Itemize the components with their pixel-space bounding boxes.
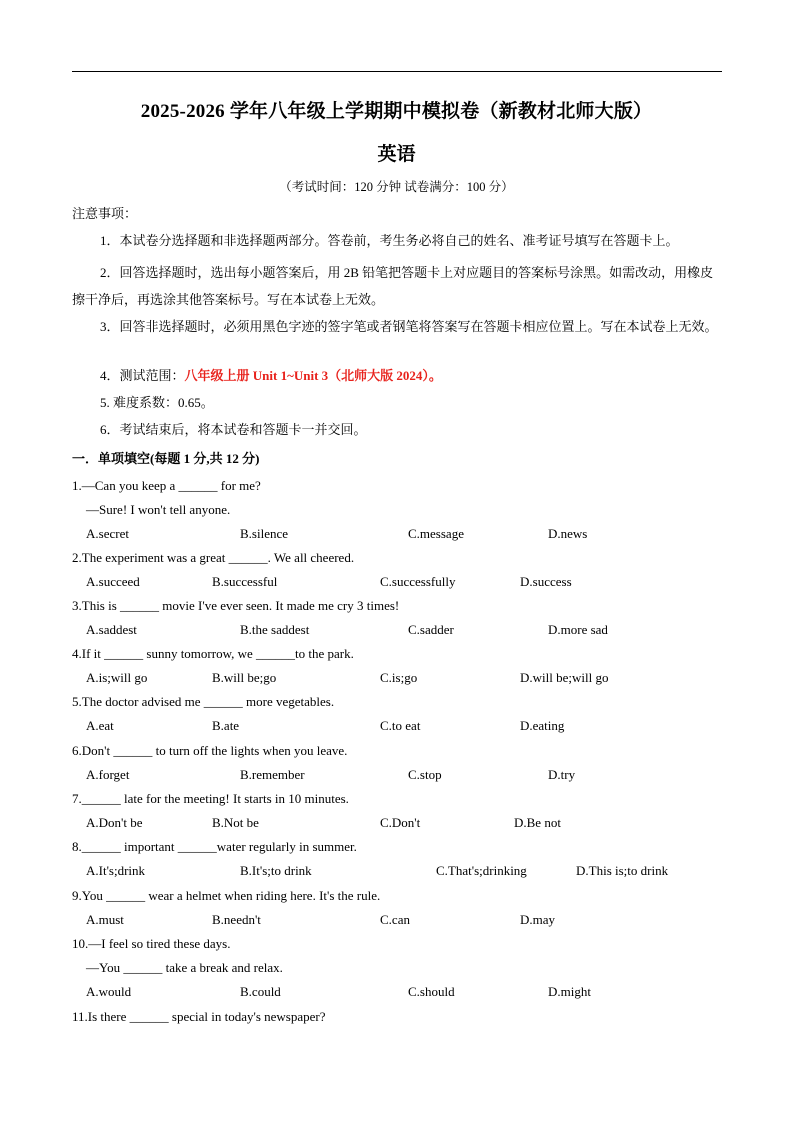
notice-item-4-prefix: 4．测试范围： [100, 368, 185, 383]
option-d: D.Be not [514, 815, 561, 830]
notice-item-5: 5. 难度系数：0.65。 [100, 395, 214, 410]
option-d: D.will be;will go [520, 670, 609, 685]
question-stem: 3.This is ______ movie I've ever seen. It made me cry 3 times! [72, 598, 400, 613]
question-stem: 10.—I feel so tired these days. [72, 936, 231, 951]
option-b: B.will be;go [212, 670, 277, 685]
option-d: D.eating [520, 718, 565, 733]
option-a: A.saddest [86, 622, 137, 637]
notice-item-2: 2．回答选择题时，选出每小题答案后，用 2B 铅笔把答题卡上对应题目的答案标号涂黑。如需改动，用橡皮擦干净后，再选涂其他答案标号。写在本试卷上无效。 [72, 265, 714, 307]
option-c: C.sadder [408, 622, 454, 637]
question-stem: 11.Is there ______ special in today's newspaper? [72, 1009, 326, 1024]
option-d: D.success [520, 574, 572, 589]
option-c: C.message [408, 526, 464, 541]
option-a: A.would [86, 984, 132, 999]
option-c: C.That's;drinking [436, 863, 527, 878]
question-stem: —Sure! I won't tell anyone. [86, 502, 231, 517]
option-c: C.should [408, 984, 455, 999]
option-b: B.remember [240, 767, 305, 782]
option-b: B.It's;to drink [240, 863, 312, 878]
option-d: D.try [548, 767, 576, 782]
notice-heading: 注意事项： [72, 206, 138, 221]
option-a: A.forget [86, 767, 130, 782]
question-stem: 5.The doctor advised me ______ more vegetables. [72, 694, 335, 709]
option-b: B.the saddest [240, 622, 310, 637]
option-c: C.to eat [380, 718, 421, 733]
notice-item-3: 3．回答非选择题时，必须用黑色字迹的签字笔或者钢笔将答案写在答题卡相应位置上。写在本试卷上无效。 [100, 319, 718, 334]
question-stem: —You ______ take a break and relax. [86, 960, 283, 975]
option-b: B.needn't [212, 912, 261, 927]
option-a: A.secret [86, 526, 129, 541]
section-heading: 一．单项填空(每题 1 分,共 12 分) [72, 451, 260, 466]
option-d: D.news [548, 526, 588, 541]
header-rule [72, 71, 722, 72]
option-b: B.Not be [212, 815, 259, 830]
question-stem: 7.______ late for the meeting! It starts in 10 minutes. [72, 791, 349, 806]
option-b: B.silence [240, 526, 289, 541]
option-d: D.This is;to drink [576, 863, 669, 878]
question-stem: 8.______ important ______water regularly in summer. [72, 839, 357, 854]
option-a: A.eat [86, 718, 114, 733]
question-stem: 6.Don't ______ to turn off the lights when you leave. [72, 743, 348, 758]
page-title: 2025-2026 学年八年级上学期期中模拟卷（新教材北师大版） [140, 101, 653, 122]
option-b: B.ate [212, 718, 240, 733]
question-stem: 4.If it ______ sunny tomorrow, we ______to the park. [72, 646, 354, 661]
option-d: D.may [520, 912, 556, 927]
notice-item-6: 6．考试结束后，将本试卷和答题卡一并交回。 [100, 422, 367, 437]
question-stem: 1.—Can you keep a ______ for me? [72, 478, 261, 493]
subject-title: 英语 [377, 144, 416, 165]
notice-item-4 [72, 367, 724, 385]
option-b: B.could [240, 984, 281, 999]
option-a: A.succeed [86, 574, 140, 589]
question-stem: 9.You ______ wear a helmet when riding here. It's the rule. [72, 888, 381, 903]
option-c: C.is;go [380, 670, 418, 685]
notice-item-1: 1．本试卷分选择题和非选择题两部分。答卷前，考生务必将自己的姓名、准考证号填写在答题卡上。 [100, 233, 679, 248]
option-a: A.must [86, 912, 124, 927]
question-stem: 2.The experiment was a great ______. We all cheered. [72, 550, 355, 565]
option-a: A.Don't be [86, 815, 143, 830]
option-d: D.might [548, 984, 591, 999]
option-d: D.more sad [548, 622, 608, 637]
option-c: C.stop [408, 767, 442, 782]
option-c: C.successfully [380, 574, 456, 589]
option-a: A.It's;drink [86, 863, 146, 878]
test-range: 八年级上册 Unit 1~Unit 3（北师大版 2024）。 [184, 368, 442, 383]
exam-info: （考试时间：120 分钟 试卷满分：100 分） [279, 180, 514, 194]
option-c: C.can [380, 912, 410, 927]
option-b: B.successful [212, 574, 278, 589]
option-c: C.Don't [380, 815, 421, 830]
option-a: A.is;will go [86, 670, 148, 685]
